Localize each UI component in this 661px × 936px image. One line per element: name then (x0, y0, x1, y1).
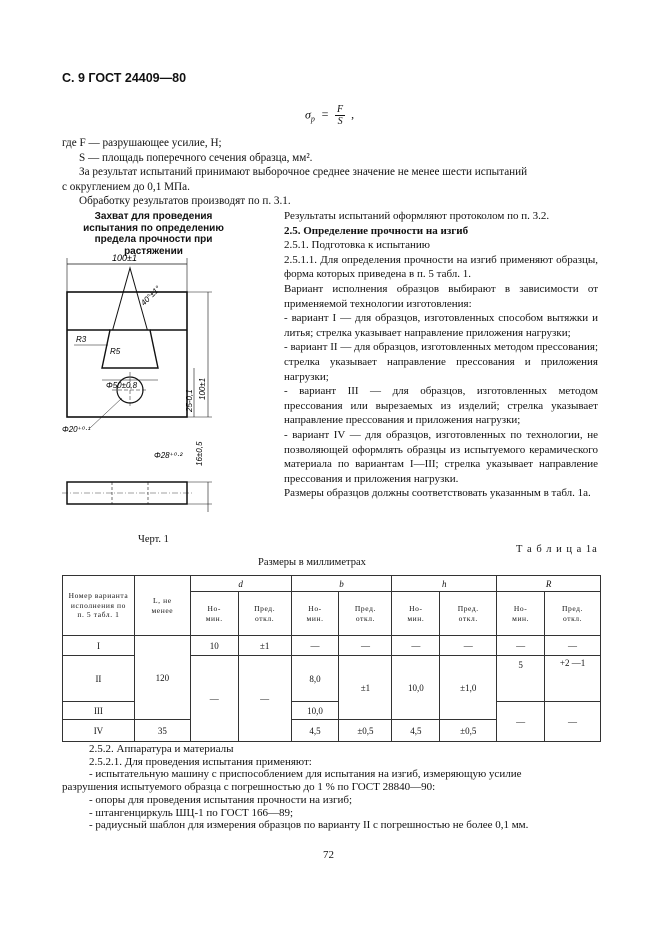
p-results: Результаты испытаний оформляют протоколом по п. 3.2. (284, 210, 550, 222)
th-h: h (392, 576, 497, 592)
cell-b-nom: 4,5 (291, 720, 339, 742)
formula-sub: р (310, 114, 315, 124)
cell-d-nom: 10 (190, 636, 238, 656)
cell-r-dev: +2 —1 (545, 656, 601, 702)
cell-b-nom: 8,0 (291, 656, 339, 702)
variant-2: - вариант II — для образцов, изготовленных методом прессования; стрелка указывает направление прессования и приложения нагрузки; (284, 341, 598, 383)
dim-r3: R3 (76, 335, 87, 344)
formula-sigma: σ (305, 107, 311, 122)
variant-1: - вариант I — для образцов, изготовленных способом вытяжки и литья; стрелка указывает направление приложения нагрузки; (284, 312, 598, 339)
page-header: С. 9 ГОСТ 24409—80 (62, 71, 187, 85)
def-line-2: S — площадь поперечного сечения образца, мм². (79, 152, 313, 164)
bottom-line-3: - испытательную машину с приспособлением для испытания на изгиб, измеряющую усилие (89, 768, 522, 781)
p-2-5-1-1: 2.5.1.1. Для определения прочности на изгиб применяют образцы, форма которых приведена в п. 5 табл. 1. (284, 253, 598, 281)
cell-L: 35 (134, 720, 190, 742)
dim-h100: 100±1 (198, 377, 207, 400)
th-R: R (497, 576, 601, 592)
section-2-5-1: 2.5.1. Подготовка к испытанию (284, 239, 430, 252)
bottom-text (62, 743, 602, 832)
page-number: 72 (323, 849, 334, 861)
th-d-nom: Но- мин. (190, 592, 238, 636)
cell-h-nom-merged: 10,0 (392, 656, 440, 720)
cell-d-nom-merged: — (190, 656, 238, 742)
cell-variant: IV (63, 720, 135, 742)
formula (305, 104, 354, 127)
section-2-5-2: 2.5.2. Аппаратура и материалы (89, 743, 234, 755)
th-d: d (190, 576, 291, 592)
variant-4: - вариант IV — для образцов, изготовленных по технологии, не позволяющей оформлять образцы из испытуемого керамического материала по вариантам I—III; стрелка указывает направление прессования и приложения нагрузки. (284, 428, 598, 485)
th-b: b (291, 576, 392, 592)
variant-3: - вариант III — для образцов, изготовленных методом прессования или вырезаемых из изделий; стрелка указывает направление прессования и приложения нагрузки; (284, 385, 598, 427)
cell-r-nom: 5 (497, 656, 545, 702)
def-line-5: Обработку результатов производят по п. 3.1. (79, 195, 291, 207)
def-line-4: с округлением до 0,1 МПа. (62, 181, 190, 193)
th-b-nom: Но- мин. (291, 592, 339, 636)
cell-variant: III (63, 702, 135, 720)
figure-title: Захват для проведения испытания по определению предела прочности при растяжении (83, 211, 224, 257)
bottom-line-6: - штангенциркуль ШЦ-1 по ГОСТ 166—89; (89, 806, 294, 819)
dim-d50: Φ50±0,8 (106, 381, 138, 390)
table-units: Размеры в миллиметрах (258, 557, 366, 568)
section-2-5-2-1: 2.5.2.1. Для проведения испытания применяют: (89, 755, 312, 768)
dim-r5: R5 (110, 347, 121, 356)
cell-b-nom: — (291, 636, 339, 656)
th-r-dev: Пред. откл. (545, 592, 601, 636)
bottom-line-4: разрушения испытуемого образца с погрешностью до 1 % по ГОСТ 28840—90: (62, 781, 436, 794)
formula-den: S (337, 116, 343, 127)
cell-h-nom: 4,5 (392, 720, 440, 742)
cell-r-dev: — (545, 636, 601, 656)
th-L: L, не менее (134, 576, 190, 636)
table-label: Т а б л и ц а 1а (516, 544, 598, 555)
cell-r-nom: — (497, 636, 545, 656)
cell-L: 120 (134, 636, 190, 720)
cell-d-dev-merged: — (238, 656, 291, 742)
formula-num: F (337, 104, 344, 115)
def-line-3: За результат испытаний принимают выборочное среднее значение не менее шести испытаний (79, 166, 528, 178)
dim-h25: 25-0,1 (185, 389, 194, 412)
p-sizes: Размеры образцов должны соответствовать указанным в табл. 1а. (284, 487, 591, 500)
cell-h-dev: ±0,5 (440, 720, 497, 742)
cell-b-dev: ±0,5 (339, 720, 392, 742)
cell-variant: II (63, 656, 135, 702)
formula-tail: , (351, 107, 355, 122)
cell-h-dev-merged: ±1,0 (440, 656, 497, 720)
th-b-dev: Пред. откл. (339, 592, 392, 636)
figure-drawing (62, 250, 282, 540)
cell-b-dev: — (339, 636, 392, 656)
th-h-dev: Пред. откл. (440, 592, 497, 636)
section-2-5: 2.5. Определение прочности на изгиб (284, 224, 469, 237)
table-row (63, 636, 601, 656)
th-h-nom: Но- мин. (392, 592, 440, 636)
dim-angle: 40°±1° (139, 283, 163, 308)
bottom-line-7: - радиусный шаблон для измерения образцов по варианту II с погрешностью не более 0,1 мм. (89, 819, 529, 832)
th-variant: Номер варианта исполнения по п. 5 табл. 1 (63, 576, 135, 636)
cell-r-nom-merged: — (497, 702, 545, 742)
cell-variant: I (63, 636, 135, 656)
figure-caption: Черт. 1 (138, 534, 169, 545)
cell-d-dev: ±1 (238, 636, 291, 656)
def-line-1: где F — разрушающее усилие, Н; (62, 137, 222, 149)
cell-r-dev-merged: — (545, 702, 601, 742)
bottom-line-5: - опоры для проведения испытания прочности на изгиб; (89, 793, 353, 806)
p-variants: Вариант исполнения образцов выбирают в зависимости от применяемой технологии изготовления: (284, 282, 598, 310)
cell-b-dev-merged: ±1 (339, 656, 392, 720)
cell-h-nom: — (392, 636, 440, 656)
dim-top-label: 100±1 (112, 253, 137, 263)
dim-d20: Φ20⁺⁰·¹ (62, 425, 91, 434)
cell-b-nom: 10,0 (291, 702, 339, 720)
dimensions-table (62, 575, 601, 742)
right-column (284, 209, 598, 501)
th-r-nom: Но- мин. (497, 592, 545, 636)
dim-d28: Φ28⁺⁰·² (154, 451, 183, 460)
th-d-dev: Пред. откл. (238, 592, 291, 636)
formula-eq: = (320, 107, 330, 122)
dim-h16: 16±0,5 (195, 441, 204, 466)
cell-h-dev: — (440, 636, 497, 656)
